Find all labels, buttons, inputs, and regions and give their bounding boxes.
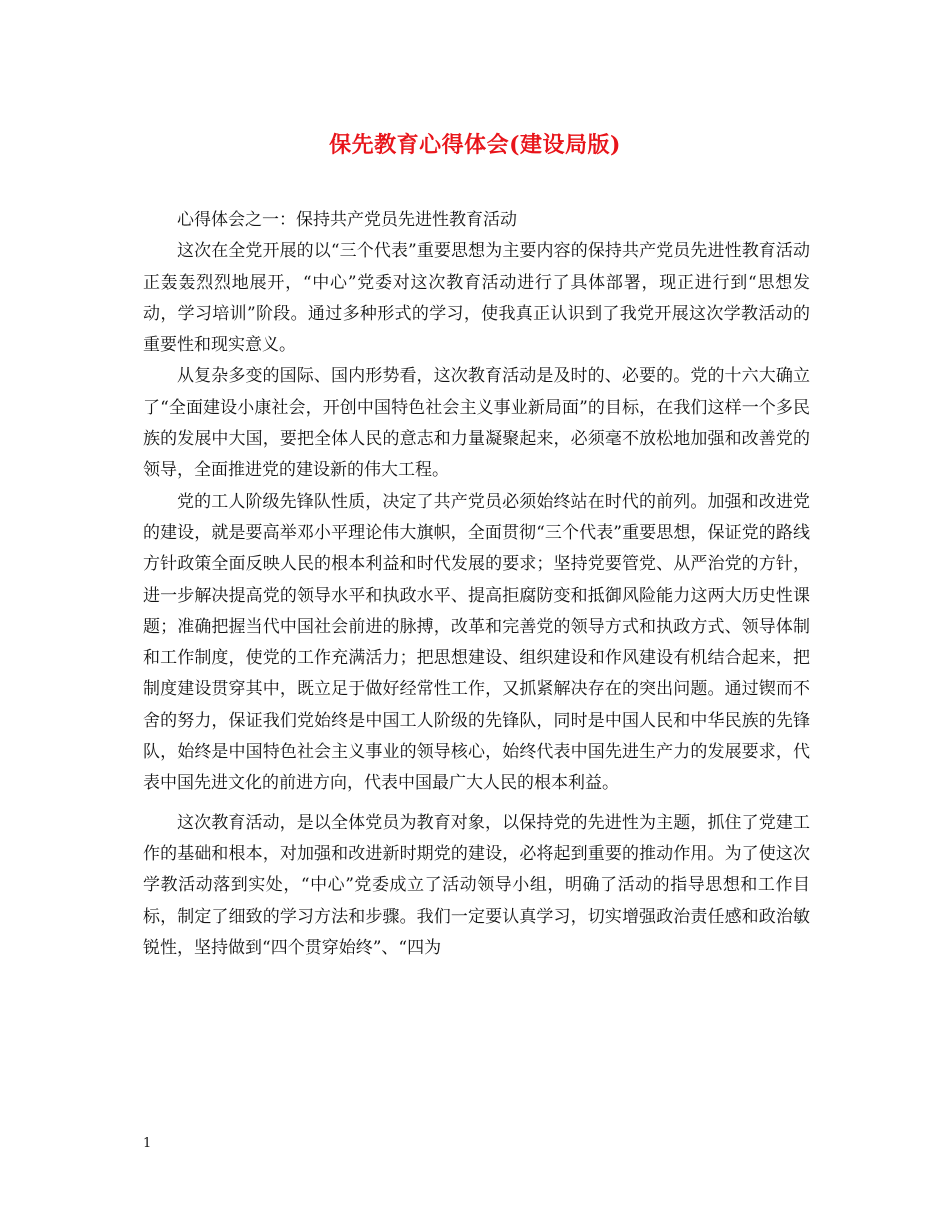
paragraph-4: 这次教育活动，是以全体党员为教育对象，以保持党的先进性为主题，抓住了党建工作的基础和根本，对加强和改进新时期党的建设，必将起到重要的推动作用。为了使这次学教活动落到实处，“中心”党委成立了活动领导小组，明确了活动的指导思想和工作目标，制定了细致的学习方法和步骤。我们一定要认真学习，切实增强政治责任感和政治敏锐性，坚持做到“四个贯穿始终”、“四为 <box>143 812 810 958</box>
paragraph-3: 党的工人阶级先锋队性质，决定了共产党员必须始终站在时代的前列。加强和改进党的建设，就是要高举邓小平理论伟大旗帜，全面贯彻“三个代表”重要思想，保证党的路线方针政策全面反映人民的根本利益和时代发展的要求；坚持党要管党、从严治党的方针，进一步解决提高党的领导水平和执政水平、提高拒腐防变和抵御风险能力这两大历史性课题；准确把握当代中国社会前进的脉搏，改革和完善党的领导方式和执政方式、领导体制和工作制度，使党的工作充满活力；把思想建设、组织建设和作风建设有机结合起来，把制度建设贯穿其中，既立足于做好经常性工作，又抓紧解决存在的突出问题。通过锲而不舍的努力，保证我们党始终是中国工人阶级的先锋队，同时是中国人民和中华民族的先锋队，始终是中国特色社会主义事业的领导核心，始终代表中国先进生产力的发展要求，代表中国先进文化的前进方向，代表中国最广大人民的根本利益。 <box>143 491 810 794</box>
page-number: 1 <box>143 1136 152 1151</box>
document-body <box>143 205 810 964</box>
paragraph-1: 这次在全党开展的以“三个代表”重要思想为主要内容的保持共产党员先进性教育活动正轰轰烈烈地展开，“中心”党委对这次教育活动进行了具体部署，现正进行到“思想发动，学习培训”阶段。通过多种形式的学习，使我真正认识到了我党开展这次学教活动的重要性和现实意义。 <box>143 241 810 356</box>
paragraph-subtitle: 心得体会之一：保持共产党员先进性教育活动 <box>177 210 517 230</box>
document-title: 保先教育心得体会(建设局版) <box>329 132 621 158</box>
paragraph-2: 从复杂多变的国际、国内形势看，这次教育活动是及时的、必要的。党的十六大确立了“全面建设小康社会，开创中国特色社会主义事业新局面”的目标，在我们这样一个多民族的发展中大国，要把全体人民的意志和力量凝聚起来，必须毫不放松地加强和改善党的领导，全面推进党的建设新的伟大工程。 <box>143 366 810 481</box>
